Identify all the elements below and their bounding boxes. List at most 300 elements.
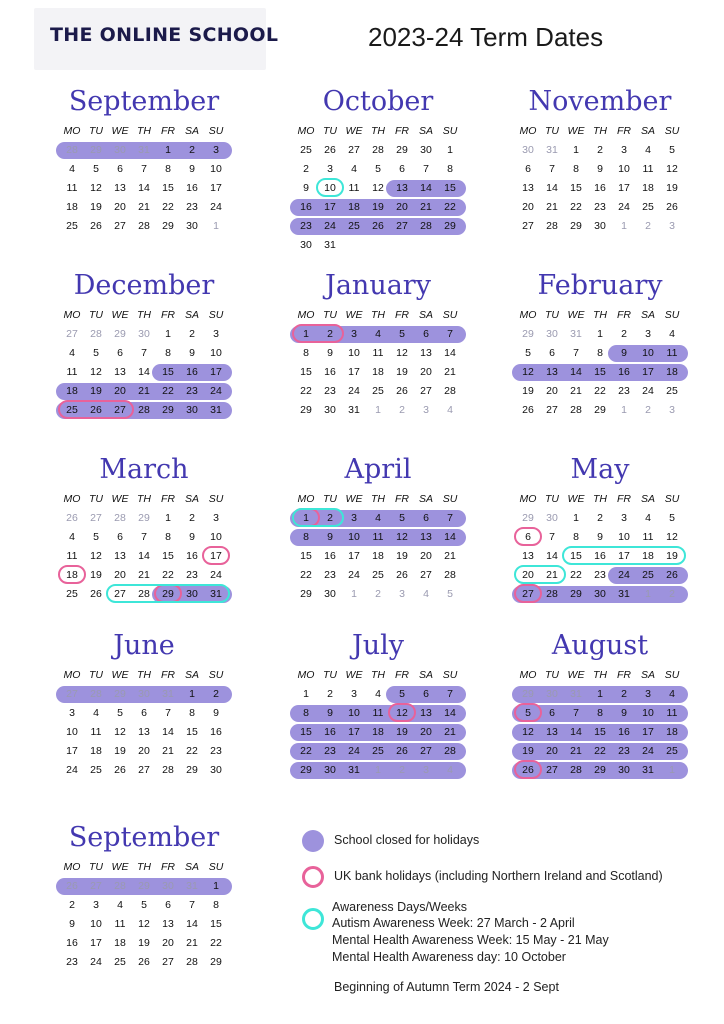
day-cell: 25 (372, 569, 384, 581)
day-cell: 20 (114, 201, 126, 213)
weekday-label: TU (545, 309, 559, 321)
day-cell: 1 (351, 588, 357, 600)
day-cell: 16 (324, 726, 336, 738)
day-cell: 31 (324, 239, 336, 251)
day-cell: 27 (546, 404, 558, 416)
weekday-label: WE (567, 669, 585, 681)
weekday-label: TH (371, 493, 385, 505)
day-cell: 31 (210, 404, 222, 416)
weekday-label: TH (137, 861, 151, 873)
weekday-label: MO (519, 669, 537, 681)
day-cell: 1 (189, 688, 195, 700)
day-cell: 18 (114, 937, 126, 949)
day-cell: 1 (213, 880, 219, 892)
day-cell: 25 (642, 569, 654, 581)
weekday-label: FR (161, 669, 175, 681)
day-cell: 12 (666, 531, 678, 543)
day-cell: 19 (114, 745, 126, 757)
day-cell: 18 (642, 550, 654, 562)
day-cell: 31 (348, 404, 360, 416)
day-cell: 16 (186, 366, 198, 378)
day-cell: 21 (444, 726, 456, 738)
weekday-label: SU (664, 493, 680, 505)
day-cell: 28 (546, 588, 558, 600)
month-calendar (54, 626, 234, 780)
day-cell: 2 (399, 404, 405, 416)
day-cell: 30 (162, 880, 174, 892)
day-cell: 17 (642, 366, 654, 378)
day-cell: 9 (327, 347, 333, 359)
day-cell: 29 (594, 764, 606, 776)
day-cell: 29 (396, 144, 408, 156)
weekday-label: MO (519, 309, 537, 321)
weekday-label: MO (297, 493, 315, 505)
week-row (294, 179, 462, 198)
week-row (516, 198, 684, 217)
day-cell: 19 (396, 726, 408, 738)
day-cell: 4 (93, 707, 99, 719)
day-cell: 9 (189, 531, 195, 543)
day-cell: 15 (162, 182, 174, 194)
weekday-label: MO (297, 125, 315, 137)
day-cell: 11 (66, 366, 78, 378)
day-cell: 1 (165, 328, 171, 340)
day-cell: 9 (189, 347, 195, 359)
day-cell: 10 (66, 726, 78, 738)
month-calendar (510, 266, 690, 420)
day-cell: 15 (186, 726, 198, 738)
day-cell: 10 (210, 531, 222, 543)
day-cell: 20 (114, 569, 126, 581)
day-cell: 12 (114, 726, 126, 738)
weekday-label: SU (208, 309, 224, 321)
month-title: November (528, 86, 672, 117)
weekday-label: FR (161, 125, 175, 137)
week-row (60, 566, 228, 585)
day-cell: 27 (522, 220, 534, 232)
day-cell: 11 (372, 347, 384, 359)
day-cell: 17 (210, 182, 222, 194)
weekday-header (294, 306, 462, 325)
weekday-label: SA (640, 125, 655, 137)
month-calendar (54, 82, 234, 236)
day-cell: 5 (117, 707, 123, 719)
day-cell: 27 (90, 880, 102, 892)
week-row (516, 761, 684, 780)
day-cell: 27 (90, 512, 102, 524)
day-cell: 29 (138, 512, 150, 524)
day-cell: 6 (525, 163, 531, 175)
day-cell: 27 (138, 764, 150, 776)
day-cell: 15 (594, 726, 606, 738)
day-cell: 6 (549, 347, 555, 359)
day-cell: 25 (66, 404, 78, 416)
day-cell: 2 (327, 688, 333, 700)
day-cell: 7 (549, 531, 555, 543)
day-cell: 3 (213, 328, 219, 340)
day-cell: 22 (300, 745, 312, 757)
weekday-label: FR (395, 309, 409, 321)
day-cell: 16 (618, 726, 630, 738)
legend-awareness-title: Awareness Days/Weeks (332, 900, 468, 914)
day-cell: 10 (210, 347, 222, 359)
day-cell: 6 (549, 707, 555, 719)
footer-note: Beginning of Autumn Term 2024 - 2 Sept (334, 980, 559, 994)
month-title: July (351, 630, 405, 661)
weekday-header (294, 490, 462, 509)
day-cell: 18 (666, 726, 678, 738)
weekday-header (60, 666, 228, 685)
day-cell: 4 (375, 512, 381, 524)
day-cell: 28 (444, 745, 456, 757)
month-grid (516, 666, 684, 780)
page-title: 2023-24 Term Dates (368, 22, 604, 52)
day-cell: 26 (66, 512, 78, 524)
week-row (294, 723, 462, 742)
day-cell: 1 (597, 328, 603, 340)
day-cell: 27 (162, 956, 174, 968)
week-row (60, 877, 228, 896)
day-cell: 10 (210, 163, 222, 175)
day-cell: 17 (348, 366, 360, 378)
day-cell: 22 (570, 201, 582, 213)
weekday-label: MO (63, 125, 81, 137)
weekday-label: TH (593, 493, 607, 505)
weekday-label: TH (137, 309, 151, 321)
month-calendar (510, 82, 690, 236)
day-cell: 20 (522, 569, 534, 581)
day-cell: 16 (618, 366, 630, 378)
weekday-label: FR (617, 669, 631, 681)
weekday-label: TH (593, 309, 607, 321)
weekday-header (516, 306, 684, 325)
week-row (294, 198, 462, 217)
day-cell: 23 (594, 569, 606, 581)
day-cell: 3 (621, 512, 627, 524)
day-cell: 12 (138, 918, 150, 930)
day-cell: 11 (666, 347, 678, 359)
day-cell: 15 (300, 550, 312, 562)
day-cell: 2 (597, 512, 603, 524)
awareness-marker (316, 178, 344, 197)
week-row (60, 179, 228, 198)
week-row (294, 141, 462, 160)
day-cell: 30 (594, 220, 606, 232)
day-cell: 14 (546, 550, 558, 562)
day-cell: 1 (669, 764, 675, 776)
bank-holiday-marker (58, 565, 86, 584)
week-row (60, 382, 228, 401)
day-cell: 2 (399, 764, 405, 776)
week-row (60, 704, 228, 723)
week-row (294, 325, 462, 344)
day-cell: 20 (420, 366, 432, 378)
day-cell: 23 (324, 745, 336, 757)
day-cell: 16 (66, 937, 78, 949)
day-cell: 6 (165, 899, 171, 911)
day-cell: 5 (447, 588, 453, 600)
day-cell: 17 (348, 726, 360, 738)
day-cell: 18 (348, 201, 360, 213)
day-cell: 30 (114, 144, 126, 156)
day-cell: 27 (348, 144, 360, 156)
week-row (294, 217, 462, 236)
awareness-ring-icon (302, 908, 324, 930)
weekday-label: TU (323, 125, 337, 137)
day-cell: 13 (420, 347, 432, 359)
day-cell: 17 (642, 726, 654, 738)
day-cell: 29 (570, 220, 582, 232)
day-cell: 13 (546, 366, 558, 378)
day-cell: 21 (546, 201, 558, 213)
day-cell: 29 (300, 588, 312, 600)
day-cell: 29 (522, 688, 534, 700)
day-cell: 9 (597, 163, 603, 175)
day-cell: 2 (189, 144, 195, 156)
day-cell: 20 (546, 745, 558, 757)
day-cell: 17 (348, 550, 360, 562)
day-cell: 18 (642, 182, 654, 194)
day-cell: 19 (396, 366, 408, 378)
day-cell: 18 (66, 569, 78, 581)
day-cell: 1 (573, 512, 579, 524)
day-cell: 7 (141, 531, 147, 543)
day-cell: 6 (117, 347, 123, 359)
weekday-label: TU (545, 125, 559, 137)
day-cell: 14 (138, 182, 150, 194)
day-cell: 10 (90, 918, 102, 930)
bank-holiday-marker (514, 527, 542, 546)
day-cell: 1 (213, 220, 219, 232)
day-cell: 16 (594, 182, 606, 194)
day-cell: 28 (444, 569, 456, 581)
day-cell: 22 (162, 569, 174, 581)
day-cell: 4 (69, 163, 75, 175)
weekday-label: MO (519, 125, 537, 137)
day-cell: 1 (165, 512, 171, 524)
month-calendar (288, 82, 468, 255)
week-row (60, 528, 228, 547)
day-cell: 10 (324, 182, 336, 194)
day-cell: 24 (210, 385, 222, 397)
weekday-label: SU (208, 493, 224, 505)
day-cell: 14 (186, 918, 198, 930)
day-cell: 22 (162, 385, 174, 397)
day-cell: 23 (186, 569, 198, 581)
day-cell: 12 (522, 726, 534, 738)
day-cell: 28 (570, 404, 582, 416)
day-cell: 12 (90, 550, 102, 562)
day-cell: 8 (573, 163, 579, 175)
day-cell: 23 (324, 569, 336, 581)
month-calendar (54, 450, 234, 604)
day-cell: 4 (645, 512, 651, 524)
day-cell: 26 (396, 385, 408, 397)
weekday-label: TU (545, 669, 559, 681)
day-cell: 10 (618, 163, 630, 175)
day-cell: 31 (186, 880, 198, 892)
day-cell: 20 (420, 550, 432, 562)
day-cell: 20 (138, 745, 150, 757)
weekday-label: TU (89, 669, 103, 681)
day-cell: 25 (666, 385, 678, 397)
day-cell: 11 (642, 163, 654, 175)
day-cell: 29 (162, 220, 174, 232)
weekday-label: TH (371, 125, 385, 137)
month-title: February (537, 270, 663, 301)
day-cell: 5 (399, 328, 405, 340)
week-row (516, 217, 684, 236)
day-cell: 30 (186, 404, 198, 416)
weekday-label: TH (371, 309, 385, 321)
day-cell: 23 (324, 385, 336, 397)
day-cell: 31 (162, 688, 174, 700)
day-cell: 21 (162, 745, 174, 757)
week-row (60, 685, 228, 704)
day-cell: 25 (66, 588, 78, 600)
day-cell: 8 (165, 347, 171, 359)
day-cell: 13 (396, 182, 408, 194)
weekday-label: MO (297, 309, 315, 321)
weekday-header (60, 490, 228, 509)
weekday-label: TU (89, 493, 103, 505)
day-cell: 9 (597, 531, 603, 543)
day-cell: 13 (162, 918, 174, 930)
day-cell: 8 (189, 707, 195, 719)
day-cell: 4 (69, 531, 75, 543)
day-cell: 26 (522, 404, 534, 416)
day-cell: 8 (165, 531, 171, 543)
day-cell: 27 (522, 588, 534, 600)
month-calendar (54, 818, 234, 972)
day-cell: 12 (90, 366, 102, 378)
day-cell: 11 (372, 531, 384, 543)
day-cell: 11 (66, 182, 78, 194)
week-row (294, 547, 462, 566)
day-cell: 6 (525, 531, 531, 543)
week-row (60, 585, 228, 604)
day-cell: 24 (618, 201, 630, 213)
weekday-label: TH (137, 125, 151, 137)
day-cell: 10 (642, 347, 654, 359)
day-cell: 29 (114, 688, 126, 700)
day-cell: 9 (213, 707, 219, 719)
week-row (294, 160, 462, 179)
day-cell: 19 (90, 385, 102, 397)
day-cell: 30 (186, 588, 198, 600)
day-cell: 19 (138, 937, 150, 949)
weekday-label: SA (184, 125, 199, 137)
day-cell: 5 (141, 899, 147, 911)
day-cell: 8 (165, 163, 171, 175)
bank-holiday-ring-icon (302, 866, 324, 888)
weekday-label: WE (111, 861, 129, 873)
week-row (516, 742, 684, 761)
day-cell: 21 (138, 201, 150, 213)
day-cell: 14 (420, 182, 432, 194)
day-cell: 15 (162, 366, 174, 378)
day-cell: 9 (189, 163, 195, 175)
day-cell: 28 (138, 588, 150, 600)
day-cell: 21 (570, 745, 582, 757)
day-cell: 24 (348, 385, 360, 397)
day-cell: 28 (114, 512, 126, 524)
day-cell: 16 (186, 182, 198, 194)
day-cell: 13 (546, 726, 558, 738)
day-cell: 29 (300, 764, 312, 776)
day-cell: 22 (570, 569, 582, 581)
weekday-label: SA (184, 669, 199, 681)
week-row (294, 509, 462, 528)
day-cell: 6 (423, 328, 429, 340)
day-cell: 29 (90, 144, 102, 156)
day-cell: 29 (186, 764, 198, 776)
month-grid (60, 490, 228, 604)
legend-awareness-2: Mental Health Awareness Week: 15 May - 21 May (332, 933, 609, 947)
day-cell: 31 (618, 588, 630, 600)
day-cell: 29 (522, 512, 534, 524)
day-cell: 28 (66, 144, 78, 156)
day-cell: 30 (546, 512, 558, 524)
week-row (516, 723, 684, 742)
day-cell: 30 (420, 144, 432, 156)
day-cell: 27 (66, 688, 78, 700)
day-cell: 22 (594, 745, 606, 757)
day-cell: 17 (210, 550, 222, 562)
day-cell: 4 (351, 163, 357, 175)
week-row (294, 585, 462, 604)
weekday-label: TU (89, 861, 103, 873)
day-cell: 13 (114, 550, 126, 562)
week-row (294, 528, 462, 547)
weekday-label: SU (442, 493, 458, 505)
weekday-label: TU (545, 493, 559, 505)
weekday-label: WE (345, 493, 363, 505)
day-cell: 5 (669, 512, 675, 524)
day-cell: 3 (69, 707, 75, 719)
month-calendar (288, 450, 468, 604)
day-cell: 25 (666, 745, 678, 757)
day-cell: 14 (570, 366, 582, 378)
day-cell: 12 (396, 531, 408, 543)
day-cell: 14 (444, 347, 456, 359)
day-cell: 18 (372, 726, 384, 738)
day-cell: 3 (621, 144, 627, 156)
day-cell: 12 (90, 182, 102, 194)
weekday-label: TU (323, 493, 337, 505)
weekday-label: SA (184, 309, 199, 321)
day-cell: 31 (570, 688, 582, 700)
day-cell: 29 (162, 588, 174, 600)
day-cell: 14 (444, 707, 456, 719)
weekday-label: WE (111, 125, 129, 137)
day-cell: 21 (546, 569, 558, 581)
day-cell: 10 (348, 347, 360, 359)
day-cell: 16 (186, 550, 198, 562)
weekday-label: SU (442, 309, 458, 321)
month-title: December (73, 270, 215, 301)
day-cell: 17 (618, 182, 630, 194)
day-cell: 23 (210, 745, 222, 757)
weekday-header (294, 122, 462, 141)
day-cell: 16 (300, 201, 312, 213)
day-cell: 5 (93, 163, 99, 175)
day-cell: 21 (444, 366, 456, 378)
month-grid (60, 858, 228, 972)
day-cell: 20 (522, 201, 534, 213)
day-cell: 21 (186, 937, 198, 949)
weekday-label: FR (161, 493, 175, 505)
